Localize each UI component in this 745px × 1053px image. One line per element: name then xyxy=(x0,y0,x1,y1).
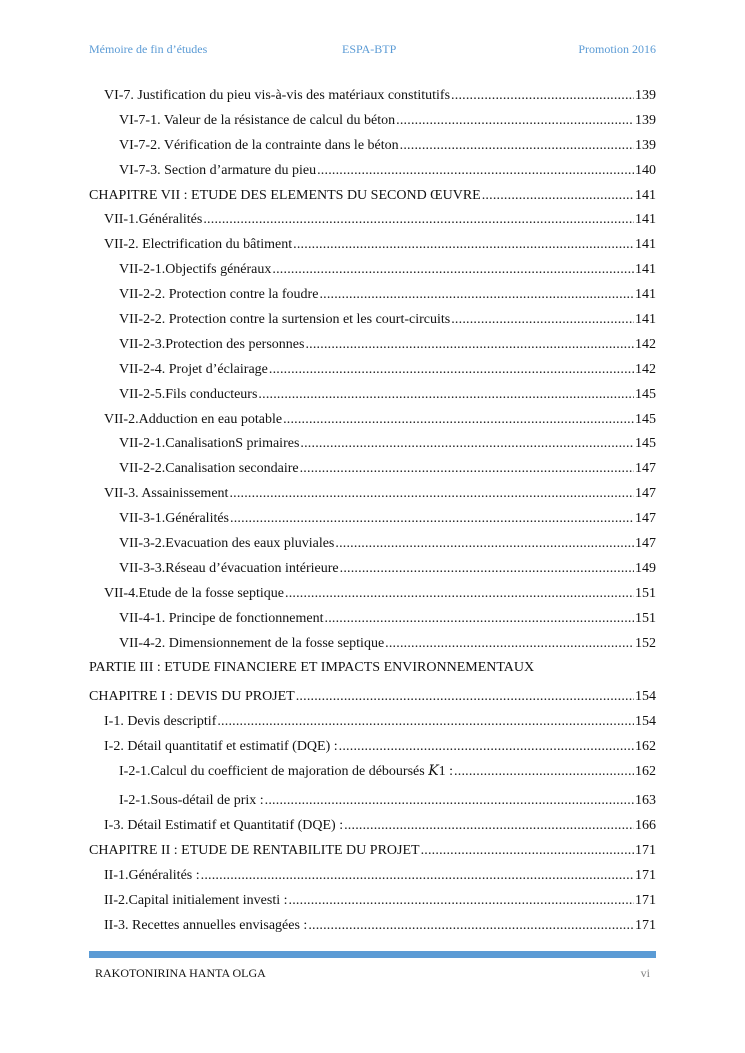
toc-dot-leader xyxy=(296,687,634,707)
toc-section-entry[interactable] xyxy=(89,335,656,360)
toc-entry-title: VII-2-2. Protection contre la surtension et les court-circuits xyxy=(119,312,451,328)
toc-dot-leader xyxy=(325,609,635,629)
toc-entry-page: 145 xyxy=(635,411,656,427)
toc-dot-leader xyxy=(451,310,634,330)
toc-entry-title: VII-2-1.CanalisationS primaires xyxy=(119,436,300,452)
toc-entry-page: 147 xyxy=(635,536,656,552)
toc-entry-title: VII-2-2. Protection contre la foudre xyxy=(119,287,319,303)
toc-section-entry[interactable] xyxy=(89,816,656,841)
toc-section-entry[interactable] xyxy=(89,609,656,634)
toc-dot-leader xyxy=(293,235,634,255)
toc-chapter-entry[interactable] xyxy=(89,687,656,712)
toc-entry-page: 163 xyxy=(635,793,656,809)
toc-entry-page: 162 xyxy=(635,739,656,755)
toc-entry-title: VII-3-2.Evacuation des eaux pluviales xyxy=(119,536,335,552)
toc-dot-leader xyxy=(217,712,634,732)
toc-dot-leader xyxy=(482,186,634,206)
toc-section-entry[interactable] xyxy=(89,235,656,260)
footer-author: RAKOTONIRINA HANTA OLGA xyxy=(95,966,266,980)
toc-section-entry[interactable] xyxy=(89,86,656,111)
toc-entry-title: VII-4-1. Principe de fonctionnement xyxy=(119,610,324,626)
toc-dot-leader xyxy=(300,459,634,479)
toc-entry-title: VII-2.Adduction en eau potable xyxy=(104,411,283,427)
toc-dot-leader xyxy=(283,410,634,430)
toc-entry-title: VII-3-1.Généralités xyxy=(119,511,230,527)
toc-entry-title: I-2-1.Calcul du coefficient de majoration de déboursés 𝐾1 : xyxy=(119,764,454,780)
toc-entry-title: VI-7. Justification du pieu vis-à-vis des matériaux constitutifs xyxy=(104,88,451,103)
toc-entry-title: II-3. Recettes annuelles envisagées : xyxy=(104,917,308,933)
toc-section-entry[interactable] xyxy=(89,509,656,534)
toc-section-entry[interactable] xyxy=(89,360,656,385)
toc-dot-leader xyxy=(335,534,634,554)
toc-entry-page: 139 xyxy=(635,88,656,103)
toc-entry-page: 145 xyxy=(635,386,656,402)
toc-dot-leader xyxy=(201,866,634,886)
toc-entry-page: 142 xyxy=(635,361,656,377)
toc-entry-title: I-3. Détail Estimatif et Quantitatif (DQE) : xyxy=(104,818,344,834)
toc-entry-page: 149 xyxy=(635,560,656,576)
page-footer xyxy=(95,966,650,984)
toc-entry-page: 142 xyxy=(635,336,656,352)
footer-page-number: vi xyxy=(640,966,650,980)
header-school: ESPA-BTP xyxy=(342,42,397,56)
toc-dot-leader xyxy=(421,841,634,861)
toc-dot-leader xyxy=(300,434,634,454)
toc-entry-title: VII-2-3.Protection des personnes xyxy=(119,336,305,352)
toc-section-entry[interactable] xyxy=(89,136,656,161)
toc-dot-leader xyxy=(265,791,634,811)
toc-section-entry[interactable] xyxy=(89,737,656,762)
toc-part-heading: PARTIE III : ETUDE FINANCIERE ET IMPACTS ENVIRONNEMENTAUX xyxy=(89,660,535,676)
toc-section-entry[interactable] xyxy=(89,791,656,816)
toc-entry-title: VI-7-3. Section d’armature du pieu xyxy=(119,162,317,178)
toc-dot-leader xyxy=(454,762,634,782)
toc-dot-leader xyxy=(285,584,634,604)
toc-section-entry[interactable] xyxy=(89,891,656,916)
toc-section-entry[interactable] xyxy=(89,866,656,891)
toc-entry-page: 154 xyxy=(635,689,656,705)
toc-section-entry[interactable] xyxy=(89,459,656,484)
toc-section-entry[interactable] xyxy=(89,385,656,410)
toc-section-entry[interactable] xyxy=(89,210,656,235)
toc-section-entry[interactable] xyxy=(89,161,656,186)
table-of-contents xyxy=(89,86,656,941)
toc-entry-title: VII-2-2.Canalisation secondaire xyxy=(119,461,299,477)
toc-entry-page: 141 xyxy=(635,312,656,328)
toc-dot-leader xyxy=(400,136,634,156)
toc-entry-page: 171 xyxy=(635,842,656,858)
toc-dot-leader xyxy=(289,891,634,911)
toc-entry-page: 152 xyxy=(635,635,656,651)
toc-entry-title: II-2.Capital initialement investi : xyxy=(104,892,288,908)
header-document-type: Mémoire de fin d’études xyxy=(89,42,208,56)
toc-dot-leader xyxy=(344,816,634,836)
toc-entry-page: 145 xyxy=(635,436,656,452)
toc-entry-title: VII-4.Etude de la fosse septique xyxy=(104,585,284,601)
toc-dot-leader xyxy=(203,210,634,230)
toc-section-entry[interactable] xyxy=(89,310,656,335)
toc-entry-title: VII-2. Electrification du bâtiment xyxy=(104,237,293,253)
toc-entry-title: VII-2-1.Objectifs généraux xyxy=(119,262,272,278)
toc-entry-title: I-2-1.Sous-détail de prix : xyxy=(119,793,264,809)
toc-dot-leader xyxy=(269,360,634,380)
toc-entry-page: 141 xyxy=(635,287,656,303)
toc-entry-page: 151 xyxy=(635,585,656,601)
toc-section-entry[interactable] xyxy=(89,916,656,941)
toc-entry-title: VI-7-2. Vérification de la contrainte dans le béton xyxy=(119,137,399,153)
toc-entry-title: CHAPITRE VII : ETUDE DES ELEMENTS DU SECOND ŒUVRE xyxy=(89,187,481,203)
toc-entry-title: II-1.Généralités : xyxy=(104,867,200,883)
toc-dot-leader xyxy=(258,385,634,405)
toc-section-entry[interactable] xyxy=(89,410,656,435)
toc-entry-page: 141 xyxy=(635,187,656,203)
toc-dot-leader xyxy=(272,260,634,280)
toc-entry-page: 147 xyxy=(635,461,656,477)
toc-entry-title: VII-1.Généralités xyxy=(104,212,203,228)
toc-entry-title: VII-3-3.Réseau d’évacuation intérieure xyxy=(119,560,339,576)
toc-chapter-entry[interactable] xyxy=(89,186,656,211)
toc-entry-page: 147 xyxy=(635,486,656,502)
toc-entry-title: I-2. Détail quantitatif et estimatif (DQE) : xyxy=(104,739,338,755)
toc-dot-leader xyxy=(339,737,634,757)
toc-section-entry[interactable] xyxy=(89,484,656,509)
toc-entry-page: 166 xyxy=(635,818,656,834)
toc-entry-page: 154 xyxy=(635,714,656,730)
toc-dot-leader xyxy=(317,161,634,181)
toc-entry-page: 171 xyxy=(635,892,656,908)
toc-entry-page: 171 xyxy=(635,867,656,883)
toc-entry-page: 141 xyxy=(635,262,656,278)
toc-entry-page: 162 xyxy=(635,764,656,780)
toc-entry-title: VII-4-2. Dimensionnement de la fosse septique xyxy=(119,635,385,651)
toc-section-entry[interactable] xyxy=(89,534,656,559)
toc-entry-title: VI-7-1. Valeur de la résistance de calcul du béton xyxy=(119,112,396,128)
toc-section-entry[interactable] xyxy=(89,634,656,659)
toc-entry-title: VII-2-4. Projet d’éclairage xyxy=(119,361,268,377)
toc-entry-title: VII-3. Assainissement xyxy=(104,486,229,502)
page-header xyxy=(89,42,656,60)
toc-entry-title: CHAPITRE I : DEVIS DU PROJET xyxy=(89,689,295,705)
toc-entry-page: 141 xyxy=(635,212,656,228)
toc-dot-leader xyxy=(319,285,634,305)
footer-divider xyxy=(89,951,656,958)
toc-section-entry[interactable] xyxy=(89,434,656,459)
toc-dot-leader xyxy=(385,634,634,654)
toc-dot-leader xyxy=(230,509,634,529)
toc-entry-page: 139 xyxy=(635,137,656,153)
toc-dot-leader xyxy=(305,335,634,355)
toc-section-entry[interactable] xyxy=(89,260,656,285)
toc-entry-page: 141 xyxy=(635,237,656,253)
toc-entry-title: VII-2-5.Fils conducteurs xyxy=(119,386,258,402)
toc-entry-page: 171 xyxy=(635,917,656,933)
toc-section-entry[interactable] xyxy=(89,762,656,791)
toc-section-entry[interactable] xyxy=(89,712,656,737)
toc-entry-title: I-1. Devis descriptif xyxy=(104,714,217,730)
toc-chapter-entry[interactable] xyxy=(89,841,656,866)
toc-dot-leader xyxy=(308,916,634,936)
toc-section-entry[interactable] xyxy=(89,584,656,609)
toc-entry-page: 139 xyxy=(635,112,656,128)
toc-dot-leader xyxy=(340,559,634,579)
toc-entry-page: 140 xyxy=(635,162,656,178)
toc-entry-page: 147 xyxy=(635,511,656,527)
header-promotion: Promotion 2016 xyxy=(578,42,656,56)
toc-section-entry[interactable] xyxy=(89,285,656,310)
toc-section-entry[interactable] xyxy=(89,559,656,584)
toc-section-entry[interactable] xyxy=(89,111,656,136)
toc-entry-page: 151 xyxy=(635,610,656,626)
toc-dot-leader xyxy=(451,86,634,106)
toc-dot-leader xyxy=(229,484,634,504)
toc-entry-title: CHAPITRE II : ETUDE DE RENTABILITE DU PROJET xyxy=(89,842,420,858)
toc-dot-leader xyxy=(396,111,634,131)
